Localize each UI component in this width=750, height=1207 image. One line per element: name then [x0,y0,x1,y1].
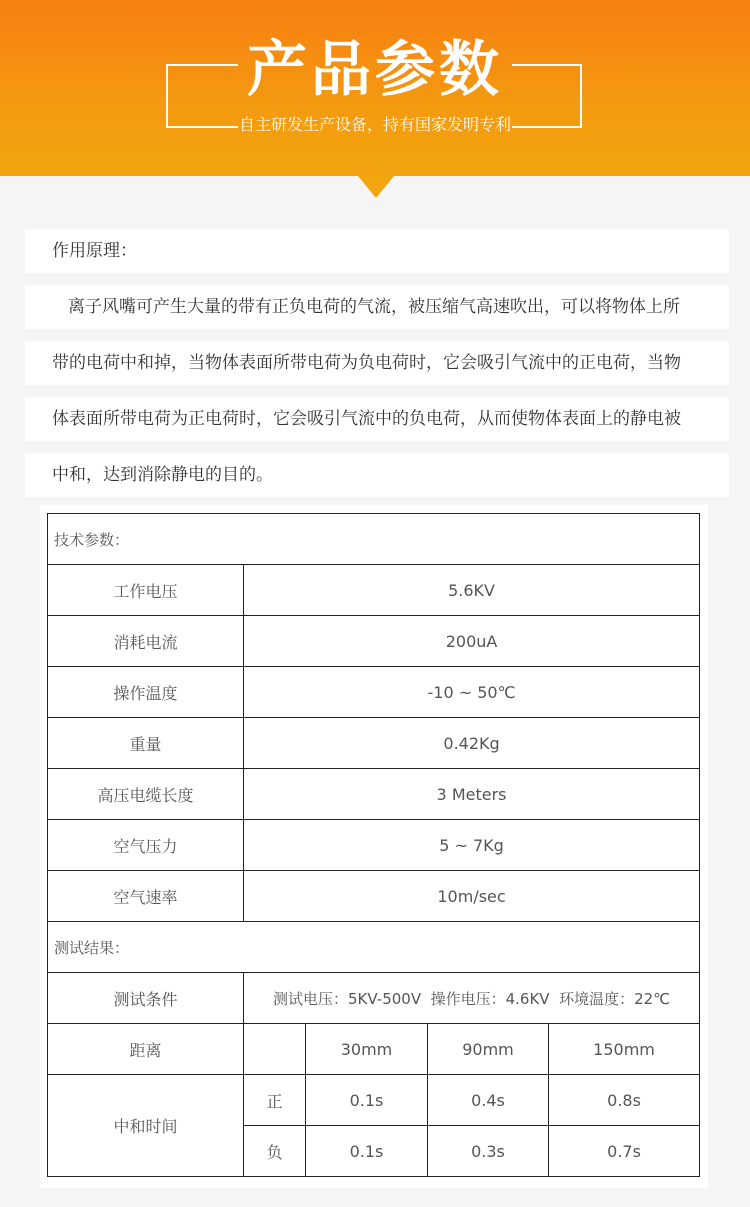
table-row [48,718,700,769]
table-row [48,871,700,922]
spec-label: 重量 [48,718,244,769]
down-arrow-icon [358,176,394,198]
distance-value: 90mm [428,1024,549,1075]
time-value: 0.4s [428,1075,549,1126]
spec-label: 空气速率 [48,871,244,922]
spec-value: 10m/sec [244,871,700,922]
spec-value: 5 ~ 7Kg [244,820,700,871]
table-row [48,667,700,718]
sign-label: 正 [244,1075,306,1126]
table-row [48,616,700,667]
header-banner [0,0,750,176]
table-row [48,769,700,820]
spec-value: 5.6KV [244,565,700,616]
tech-params-heading: 技术参数： [48,514,700,565]
time-value: 0.7s [549,1126,700,1177]
table-row [48,1024,700,1075]
page-title: 产品参数 [247,35,503,105]
distance-value: 150mm [549,1024,700,1075]
distance-label: 距离 [48,1024,244,1075]
table-row [48,565,700,616]
spec-value: 0.42Kg [244,718,700,769]
spec-table [47,513,700,1177]
condition-label: 测试条件 [48,973,244,1024]
spec-value: 3 Meters [244,769,700,820]
page-subtitle: 自主研发生产设备，持有国家发明专利 [238,115,511,134]
spec-value: -10 ~ 50℃ [244,667,700,718]
principle-line-2: 带的电荷中和掉，当物体表面所带电荷为负电荷时，它会吸引气流中的正电荷，当物 [25,341,729,385]
time-value: 0.1s [306,1126,428,1177]
distance-blank-cell [244,1024,306,1075]
spec-label: 高压电缆长度 [48,769,244,820]
time-value: 0.8s [549,1075,700,1126]
principle-heading: 作用原理： [25,229,729,273]
principle-line-4: 中和，达到消除静电的目的。 [25,453,729,497]
time-value: 0.1s [306,1075,428,1126]
neutralize-label: 中和时间 [48,1075,244,1177]
subtitle-wrap [0,113,750,137]
test-results-heading: 测试结果： [48,922,700,973]
distance-value: 30mm [306,1024,428,1075]
spec-label: 空气压力 [48,820,244,871]
spec-label: 工作电压 [48,565,244,616]
time-value: 0.3s [428,1126,549,1177]
table-row [48,973,700,1024]
sign-label: 负 [244,1126,306,1177]
condition-value: 测试电压：5KV-500V 操作电压：4.6KV 环境温度：22℃ [244,973,700,1024]
principle-line-1: 离子风嘴可产生大量的带有正负电荷的气流，被压缩气高速吹出，可以将物体上所 [25,285,729,329]
table-row [48,820,700,871]
table-row [48,1075,700,1126]
principle-line-3: 体表面所带电荷为正电荷时，它会吸引气流中的负电荷，从而使物体表面上的静电被 [25,397,729,441]
spec-label: 操作温度 [48,667,244,718]
spec-label: 消耗电流 [48,616,244,667]
spec-value: 200uA [244,616,700,667]
spec-table-container [40,505,708,1188]
